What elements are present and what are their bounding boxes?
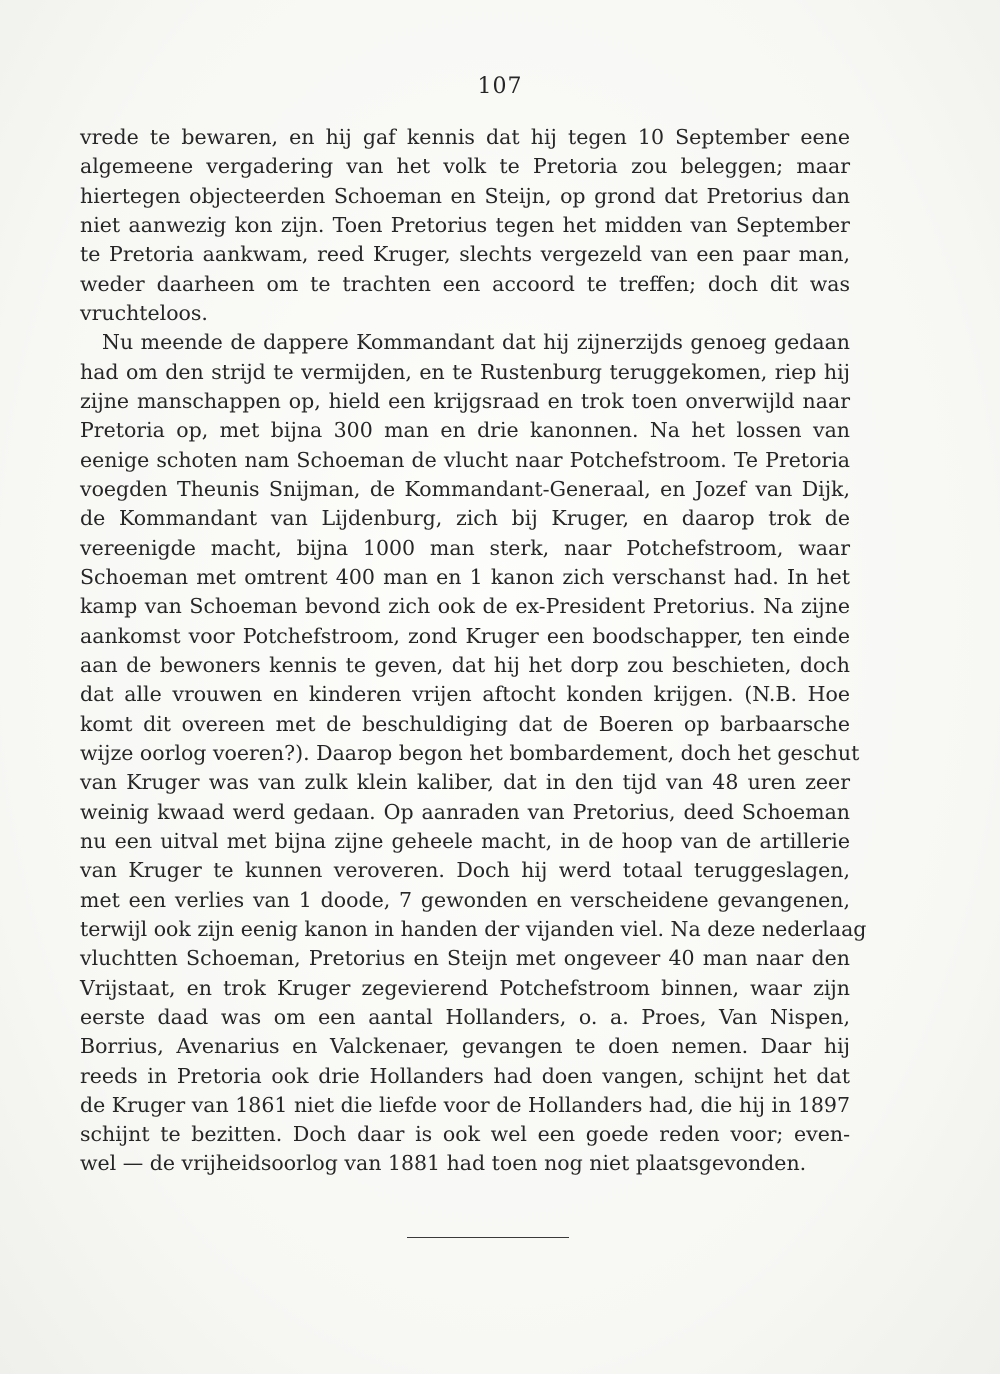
- text-line: aankomst voor Potchefstroom, zond Kruger een boodschapper, ten einde: [80, 623, 850, 648]
- text-line: de Kruger van 1861 niet die liefde voor de Hollanders had, die hij in 1897: [80, 1092, 850, 1117]
- text-line: hiertegen objecteerden Schoeman en Steijn, op grond dat Pretorius dan: [80, 183, 850, 208]
- text-line: eerste daad was om een aantal Hollanders, o. a. Proes, Van Nispen,: [80, 1004, 850, 1029]
- text-line: van Kruger te kunnen veroveren. Doch hij werd totaal teruggeslagen,: [80, 858, 850, 883]
- body-text: [80, 123, 867, 1179]
- text-line: terwijl ook zijn eenig kanon in handen der vijanden viel. Na deze nederlaag: [80, 916, 867, 941]
- text-line: met een verlies van 1 doode, 7 gewonden en verscheidene gevangenen,: [80, 887, 850, 912]
- text-line: reeds in Pretoria ook drie Hollanders had doen vangen, schijnt het dat: [80, 1063, 850, 1088]
- text-line: aan de bewoners kennis te geven, dat hij het dorp zou beschieten, doch: [80, 652, 850, 677]
- text-line: te Pretoria aankwam, reed Kruger, slechts vergezeld van een paar man,: [80, 242, 850, 267]
- text-line: weinig kwaad werd gedaan. Op aanraden van Pretorius, deed Schoeman: [80, 799, 850, 824]
- text-line: schijnt te bezitten. Doch daar is ook wel een goede reden voor; even-: [80, 1122, 850, 1147]
- text-line: Schoeman met omtrent 400 man en 1 kanon zich verschanst had. In het: [80, 564, 850, 589]
- page-number: 107: [477, 74, 523, 99]
- text-line: wel — de vrijheidsoorlog van 1881 had toen nog niet plaatsgevonden.: [80, 1151, 807, 1176]
- section-divider: [407, 1237, 569, 1238]
- text-line: komt dit overeen met de beschuldiging dat de Boeren op barbaarsche: [80, 711, 850, 736]
- text-line: vluchtten Schoeman, Pretorius en Steijn met ongeveer 40 man naar den: [80, 946, 850, 971]
- text-line: vruchteloos.: [80, 300, 208, 325]
- text-line: zijne manschappen op, hield een krijgsraad en trok toen onverwijld naar: [80, 388, 850, 413]
- text-line: voegden Theunis Snijman, de Kommandant-Generaal, en Jozef van Dijk,: [80, 476, 850, 501]
- text-line: vrede te bewaren, en hij gaf kennis dat hij tegen 10 September eene: [80, 125, 850, 149]
- text-line: dat alle vrouwen en kinderen vrijen aftocht konden krijgen. (N.B. Hoe: [80, 682, 850, 707]
- text-line: de Kommandant van Lijdenburg, zich bij Kruger, en daarop trok de: [80, 506, 850, 531]
- text-line: eenige schoten nam Schoeman de vlucht naar Potchefstroom. Te Pretoria: [80, 447, 850, 472]
- text-line: niet aanwezig kon zijn. Toen Pretorius tegen het midden van September: [80, 212, 850, 237]
- text-line: wijze oorlog voeren?). Daarop begon het bombardement, doch het geschut: [80, 740, 860, 765]
- text-line: Vrijstaat, en trok Kruger zegevierend Potchefstroom binnen, waar zijn: [80, 975, 850, 1000]
- text-line: kamp van Schoeman bevond zich ook de ex-President Pretorius. Na zijne: [80, 594, 850, 619]
- text-line: algemeene vergadering van het volk te Pretoria zou beleggen; maar: [80, 154, 850, 179]
- paragraph-first-line: Nu meende de dappere Kommandant dat hij zijnerzijds genoeg gedaan: [102, 330, 850, 355]
- text-line: vereenigde macht, bijna 1000 man sterk, naar Potchefstroom, waar: [80, 535, 850, 560]
- text-line: had om den strijd te vermijden, en te Rustenburg teruggekomen, riep hij: [80, 359, 850, 384]
- text-line: weder daarheen om te trachten een accoord te treffen; doch dit was: [80, 271, 850, 296]
- text-line: van Kruger was van zulk klein kaliber, dat in den tijd van 48 uren zeer: [80, 770, 850, 795]
- text-line: Borrius, Avenarius en Valckenaer, gevangen te doen nemen. Daar hij: [80, 1034, 850, 1059]
- text-line: Pretoria op, met bijna 300 man en drie kanonnen. Na het lossen van: [80, 418, 850, 443]
- text-line: nu een uitval met bijna zijne geheele macht, in de hoop van de artillerie: [80, 828, 850, 853]
